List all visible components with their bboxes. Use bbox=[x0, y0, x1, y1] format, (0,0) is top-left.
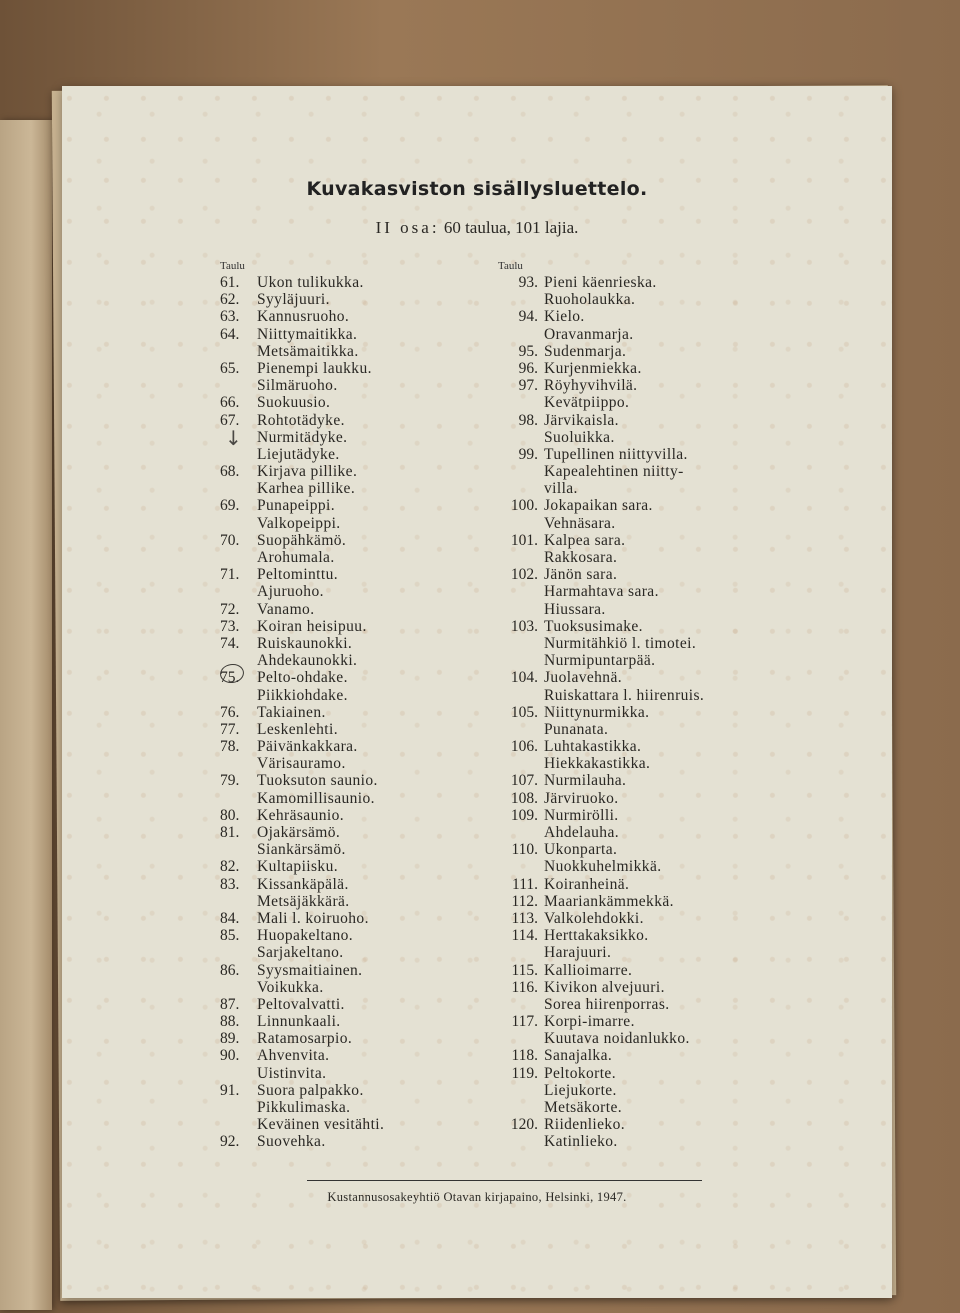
entry-number: 102. bbox=[510, 566, 538, 584]
list-item bbox=[498, 755, 651, 773]
entry-number: 103. bbox=[510, 617, 538, 635]
entry-name: Kirjava pillike. bbox=[257, 463, 358, 481]
entry-name: Metsäjäkkärä. bbox=[257, 892, 350, 910]
list-item bbox=[498, 1030, 690, 1048]
entry-name: Nuokkuhelmikkä. bbox=[544, 858, 662, 876]
entry-number: 87. bbox=[220, 995, 240, 1013]
entry-number: 79. bbox=[220, 772, 240, 790]
entry-name: Ratamosarpio. bbox=[257, 1030, 353, 1048]
entry-number: 76. bbox=[220, 703, 240, 721]
footer-rule bbox=[307, 1180, 702, 1181]
entry-number: 111. bbox=[512, 875, 538, 893]
list-item bbox=[220, 531, 347, 549]
entry-number: 62. bbox=[220, 291, 240, 309]
list-item bbox=[220, 1047, 330, 1065]
entry-name: Ruiskattara l. hiirenruis. bbox=[544, 686, 705, 704]
entry-number: 113. bbox=[511, 909, 538, 927]
list-item bbox=[220, 1030, 353, 1048]
entry-number: 116. bbox=[511, 978, 538, 996]
list-item bbox=[498, 978, 665, 996]
list-item bbox=[498, 531, 626, 549]
entry-name: Ahdekaunokki. bbox=[257, 652, 358, 670]
list-item bbox=[220, 720, 338, 738]
entry-name: Karhea pillike. bbox=[257, 480, 356, 498]
entry-number: 63. bbox=[220, 308, 240, 326]
entry-name: Nurmitähkiö l. timotei. bbox=[544, 634, 697, 652]
list-item bbox=[220, 806, 345, 824]
entry-number: 94. bbox=[518, 308, 538, 326]
entry-name: Hiekkakastikka. bbox=[544, 755, 651, 773]
list-item bbox=[220, 909, 369, 927]
list-item bbox=[498, 583, 659, 601]
entry-name: Liejukorte. bbox=[544, 1081, 617, 1099]
entry-name: Niittymaitikka. bbox=[257, 325, 358, 343]
entry-name: Tuoksusimake. bbox=[544, 617, 643, 635]
list-item bbox=[498, 738, 642, 756]
adjacent-paper-sheet bbox=[0, 120, 52, 1310]
entry-number: 93. bbox=[518, 274, 538, 291]
list-item bbox=[498, 566, 618, 584]
list-item bbox=[498, 600, 606, 618]
entry-number: 88. bbox=[220, 1013, 240, 1031]
entry-name: Kapealehtinen niitty- bbox=[544, 463, 684, 481]
pencil-arrow-annotation: ↓ bbox=[225, 426, 242, 450]
entry-number: 84. bbox=[220, 909, 240, 927]
list-item bbox=[498, 463, 684, 481]
entry-name: Ahdelauha. bbox=[544, 824, 620, 841]
list-item bbox=[498, 927, 649, 945]
list-item bbox=[220, 497, 336, 515]
entry-name: Siankärsämö. bbox=[257, 841, 346, 859]
entry-number: 80. bbox=[220, 806, 240, 824]
entry-name: Tuoksuton saunio. bbox=[257, 772, 378, 790]
entry-name: Takiainen. bbox=[257, 703, 326, 721]
entry-name: Ukonparta. bbox=[544, 841, 618, 859]
list-item bbox=[220, 377, 338, 395]
entry-number: 77. bbox=[220, 720, 240, 738]
subtitle-part: II osa: bbox=[375, 218, 440, 237]
entry-name: Pikkulimaska. bbox=[257, 1099, 351, 1116]
entry-number: 101. bbox=[510, 531, 538, 549]
entry-number: 65. bbox=[220, 359, 240, 377]
entry-number: 72. bbox=[220, 600, 240, 618]
list-item bbox=[220, 325, 358, 343]
entry-name: Peltominttu. bbox=[257, 566, 339, 584]
entry-name: Rohtotädyke. bbox=[257, 411, 345, 429]
entry-name: Harajuuri. bbox=[544, 944, 612, 962]
list-item bbox=[498, 961, 633, 979]
entry-name: Nurmitädyke. bbox=[257, 428, 348, 446]
entry-name: Suoluikka. bbox=[544, 428, 615, 446]
list-item bbox=[498, 1133, 618, 1151]
entry-name: Sudenmarja. bbox=[544, 342, 627, 360]
left-entry-list bbox=[220, 274, 385, 1151]
entry-number: 75. bbox=[220, 669, 240, 687]
subtitle-count: 60 taulua, 101 lajia. bbox=[443, 218, 579, 237]
entry-number: 83. bbox=[220, 875, 240, 893]
list-item bbox=[220, 841, 346, 859]
list-item bbox=[220, 274, 364, 291]
entry-name: Vanamo. bbox=[257, 600, 315, 618]
entry-name: Punapeippi. bbox=[257, 497, 336, 515]
entry-name: Metsämaitikka. bbox=[257, 342, 359, 360]
list-item bbox=[498, 274, 657, 291]
list-item bbox=[220, 944, 344, 962]
list-item bbox=[220, 927, 354, 945]
list-item bbox=[220, 686, 348, 704]
entry-name: Katinlieko. bbox=[544, 1133, 618, 1151]
entry-name: villa. bbox=[544, 480, 578, 498]
entry-number: 110. bbox=[511, 841, 538, 859]
entry-number: 105. bbox=[510, 703, 538, 721]
list-item bbox=[220, 600, 315, 618]
list-item bbox=[498, 617, 643, 635]
entry-name: Kurjenmiekka. bbox=[544, 359, 642, 377]
list-item bbox=[498, 841, 618, 859]
entry-name: Koiran heisipuu. bbox=[257, 617, 367, 635]
entry-number: 104. bbox=[510, 669, 538, 687]
entry-name: Niittynurmikka. bbox=[544, 703, 650, 721]
list-item bbox=[498, 703, 650, 721]
list-item bbox=[220, 480, 356, 498]
entry-name: Pienempi laukku. bbox=[257, 359, 372, 377]
entry-number: 64. bbox=[220, 325, 240, 343]
list-item bbox=[498, 1047, 613, 1065]
entry-name: Kamomillisaunio. bbox=[257, 789, 375, 807]
entry-name: Ruiskaunokki. bbox=[257, 634, 353, 652]
entry-number: 68. bbox=[220, 463, 240, 481]
entry-name: Päivänkakkara. bbox=[257, 738, 358, 756]
entry-number: 92. bbox=[220, 1133, 240, 1151]
right-entry-list bbox=[498, 274, 705, 1151]
list-item bbox=[220, 789, 375, 807]
page-title: Kuvakasviston sisällysluettelo. bbox=[306, 178, 648, 200]
entry-number: 90. bbox=[220, 1047, 240, 1065]
list-item bbox=[498, 1064, 616, 1082]
entry-name: Kuutava noidanlukko. bbox=[544, 1030, 690, 1048]
entry-name: Kalpea sara. bbox=[544, 531, 626, 549]
entry-name: Ahvenvita. bbox=[257, 1047, 330, 1065]
entry-name: Kannusruoho. bbox=[257, 308, 350, 326]
entry-number: 85. bbox=[220, 927, 240, 945]
list-item bbox=[498, 411, 619, 429]
list-item bbox=[498, 394, 630, 412]
page-subtitle bbox=[62, 218, 892, 238]
list-item bbox=[498, 1081, 617, 1099]
list-item bbox=[220, 875, 349, 893]
entry-name: Valkopeippi. bbox=[257, 514, 341, 532]
list-item bbox=[498, 377, 638, 395]
entry-name: Uistinvita. bbox=[257, 1064, 327, 1082]
list-item bbox=[498, 944, 612, 962]
list-item bbox=[498, 858, 662, 876]
list-item bbox=[220, 308, 350, 326]
list-item bbox=[498, 995, 670, 1013]
list-item bbox=[498, 445, 688, 463]
entry-number: 67. bbox=[220, 411, 240, 429]
entry-name: Silmäruoho. bbox=[257, 377, 338, 395]
entry-name: Rakkosara. bbox=[544, 549, 618, 566]
list-item bbox=[220, 1116, 385, 1134]
entry-name: Järviruoko. bbox=[544, 789, 619, 807]
entry-name: Punanata. bbox=[544, 720, 609, 738]
entry-name: Harmahtava sara. bbox=[544, 583, 659, 601]
list-item bbox=[498, 549, 618, 566]
entry-number: 86. bbox=[220, 961, 240, 979]
entry-number: 115. bbox=[511, 961, 538, 979]
list-item bbox=[498, 428, 615, 446]
entry-number: 109. bbox=[510, 806, 538, 824]
entry-name: Suokuusio. bbox=[257, 394, 331, 412]
entry-name: Sorea hiirenporras. bbox=[544, 995, 670, 1013]
list-item bbox=[498, 514, 616, 532]
list-item bbox=[220, 291, 330, 309]
right-column bbox=[498, 260, 705, 1151]
list-item bbox=[220, 1099, 351, 1116]
entry-number: 89. bbox=[220, 1030, 240, 1048]
entry-name: Arohumala. bbox=[257, 549, 335, 566]
entry-name: Kallioimarre. bbox=[544, 961, 633, 979]
list-item bbox=[498, 342, 627, 360]
entry-name: Valkolehdokki. bbox=[544, 909, 644, 927]
list-item bbox=[498, 359, 642, 377]
list-item bbox=[498, 720, 609, 738]
list-item bbox=[220, 549, 335, 566]
list-item bbox=[220, 1133, 326, 1151]
entry-number: 61. bbox=[220, 274, 240, 291]
list-item bbox=[220, 858, 339, 876]
entry-number: 100. bbox=[510, 497, 538, 515]
entry-name: Mali l. koiruoho. bbox=[257, 909, 369, 927]
list-item bbox=[220, 978, 324, 996]
entry-name: Koiranheinä. bbox=[544, 875, 630, 893]
list-item bbox=[220, 703, 326, 721]
entry-name: Kehräsaunio. bbox=[257, 806, 345, 824]
entry-name: Sanajalka. bbox=[544, 1047, 613, 1065]
entry-number: 91. bbox=[220, 1081, 240, 1099]
list-item bbox=[498, 909, 644, 927]
entry-number: 71. bbox=[220, 566, 240, 584]
list-item bbox=[220, 1064, 327, 1082]
entry-number: 78. bbox=[220, 738, 240, 756]
left-column bbox=[220, 260, 385, 1151]
list-item bbox=[220, 1013, 341, 1031]
entry-name: Järvikaisla. bbox=[544, 411, 619, 429]
entry-name: Keväinen vesitähti. bbox=[257, 1116, 385, 1134]
list-item bbox=[220, 995, 345, 1013]
list-item bbox=[220, 892, 350, 910]
entry-name: Pieni käenrieska. bbox=[544, 274, 657, 291]
entry-name: Liejutädyke. bbox=[257, 445, 340, 463]
entry-name: Peltokorte. bbox=[544, 1064, 616, 1082]
entry-name: Huopakeltano. bbox=[257, 927, 354, 945]
entry-name: Metsäkorte. bbox=[544, 1099, 623, 1116]
entry-number: 73. bbox=[220, 617, 240, 635]
entry-name: Hiussara. bbox=[544, 600, 606, 618]
list-item bbox=[498, 875, 630, 893]
list-item bbox=[498, 772, 627, 790]
entry-name: Kielo. bbox=[544, 308, 585, 326]
list-item bbox=[220, 463, 358, 481]
entry-name: Ruoholaukka. bbox=[544, 291, 636, 309]
entry-name: Luhtakastikka. bbox=[544, 738, 642, 756]
entry-name: Nurmipuntarpää. bbox=[544, 652, 656, 670]
entry-number: 117. bbox=[511, 1013, 538, 1031]
entry-number: 98. bbox=[518, 411, 538, 429]
list-item bbox=[220, 583, 324, 601]
entry-number: 99. bbox=[518, 445, 538, 463]
list-item bbox=[220, 634, 353, 652]
entry-name: Ajuruoho. bbox=[257, 583, 324, 601]
entry-name: Maariankämmekkä. bbox=[544, 892, 674, 910]
imprint-footer: Kustannusosakeyhtiö Otavan kirjapaino, Helsinki, 1947. bbox=[327, 1190, 627, 1204]
list-item bbox=[498, 806, 619, 824]
entry-number: 74. bbox=[220, 634, 240, 652]
entry-name: Suovehka. bbox=[257, 1133, 326, 1151]
entry-name: Kultapiisku. bbox=[257, 858, 339, 876]
entry-name: Riidenlieko. bbox=[544, 1116, 625, 1134]
list-item bbox=[498, 789, 619, 807]
entry-number: 106. bbox=[510, 738, 538, 756]
entry-name: Syysmaitiainen. bbox=[257, 961, 363, 979]
entry-name: Linnunkaali. bbox=[257, 1013, 341, 1031]
list-item bbox=[220, 738, 358, 756]
entry-number: 119. bbox=[511, 1064, 538, 1082]
entry-name: Värisauramo. bbox=[257, 755, 346, 773]
entry-number: 97. bbox=[518, 377, 538, 395]
entry-name: Herttakaksikko. bbox=[544, 927, 649, 945]
list-item bbox=[220, 514, 341, 532]
column-heading-left: Taulu bbox=[220, 260, 245, 272]
entry-name: Pelto-ohdake. bbox=[257, 669, 348, 687]
entry-name: Kivikon alvejuuri. bbox=[544, 978, 665, 996]
entry-number: 95. bbox=[518, 342, 538, 360]
entry-name: Voikukka. bbox=[257, 978, 324, 996]
list-item bbox=[220, 566, 339, 584]
entry-name: Ojakärsämö. bbox=[257, 824, 341, 841]
entry-number: 81. bbox=[220, 824, 240, 841]
list-item bbox=[498, 824, 620, 841]
list-item bbox=[220, 617, 367, 635]
entry-name: Nurmilauha. bbox=[544, 772, 627, 790]
list-item bbox=[498, 652, 656, 670]
list-item bbox=[498, 480, 578, 498]
entry-name: Jänön sara. bbox=[544, 566, 618, 584]
entry-number: 118. bbox=[511, 1047, 538, 1065]
entry-name: Juolavehnä. bbox=[544, 669, 623, 687]
document-page bbox=[62, 86, 892, 1298]
list-item bbox=[220, 342, 359, 360]
list-item bbox=[498, 686, 705, 704]
list-item bbox=[498, 308, 585, 326]
list-item bbox=[498, 291, 636, 309]
entry-name: Jokapaikan sara. bbox=[544, 497, 653, 515]
entry-name: Röyhyvihvilä. bbox=[544, 377, 638, 395]
entry-number: 114. bbox=[511, 927, 538, 945]
list-item bbox=[498, 325, 634, 343]
entry-name: Oravanmarja. bbox=[544, 325, 634, 343]
entry-number: 112. bbox=[511, 892, 538, 910]
entry-name: Kissankäpälä. bbox=[257, 875, 349, 893]
list-item bbox=[220, 394, 331, 412]
entry-name: Leskenlehti. bbox=[257, 720, 338, 738]
entry-name: Nurmirölli. bbox=[544, 806, 619, 824]
entry-name: Vehnäsara. bbox=[544, 514, 616, 532]
entry-name: Peltovalvatti. bbox=[257, 995, 345, 1013]
entry-number: 120. bbox=[510, 1116, 538, 1134]
list-item bbox=[220, 772, 378, 790]
list-item bbox=[220, 359, 372, 377]
list-item bbox=[220, 961, 363, 979]
entry-name: Piikkiohdake. bbox=[257, 686, 348, 704]
list-item bbox=[498, 892, 674, 910]
column-heading-right: Taulu bbox=[498, 260, 523, 272]
list-item bbox=[498, 1116, 625, 1134]
list-item bbox=[498, 1099, 623, 1116]
entry-name: Tupellinen niittyvilla. bbox=[544, 445, 688, 463]
list-item bbox=[220, 824, 341, 841]
entry-name: Sarjakeltano. bbox=[257, 944, 344, 962]
entry-number: 107. bbox=[510, 772, 538, 790]
entry-number: 69. bbox=[220, 497, 240, 515]
entry-name: Ukon tulikukka. bbox=[257, 274, 364, 291]
entry-number: 70. bbox=[220, 531, 240, 549]
entry-name: Suora palpakko. bbox=[257, 1081, 364, 1099]
entry-name: Suopähkämö. bbox=[257, 531, 347, 549]
entry-number: 108. bbox=[510, 789, 538, 807]
entry-name: Korpi-imarre. bbox=[544, 1013, 635, 1031]
list-item bbox=[498, 497, 653, 515]
entry-number: 66. bbox=[220, 394, 240, 412]
entry-number: 82. bbox=[220, 858, 240, 876]
list-item bbox=[498, 634, 697, 652]
list-item bbox=[220, 755, 346, 773]
entry-number: 96. bbox=[518, 359, 538, 377]
list-item bbox=[220, 1081, 364, 1099]
list-item bbox=[498, 669, 623, 687]
list-item bbox=[498, 1013, 635, 1031]
entry-name: Kevätpiippo. bbox=[544, 394, 630, 412]
entry-name: Syyläjuuri. bbox=[257, 291, 330, 309]
